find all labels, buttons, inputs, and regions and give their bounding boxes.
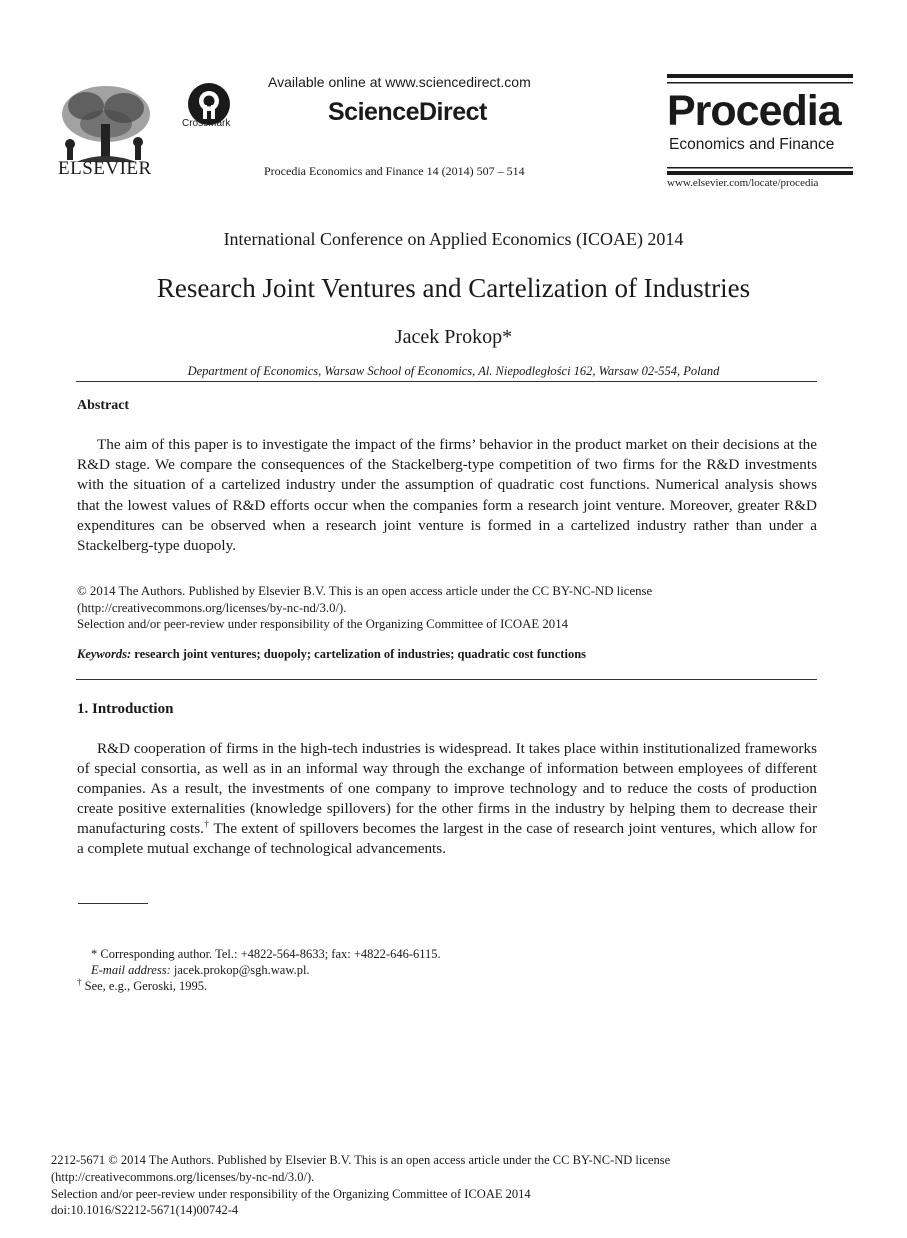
email-address[interactable]: jacek.prokop@sgh.waw.pl.: [170, 963, 310, 978]
paper-title: Research Joint Ventures and Cartelization of Industries: [156, 273, 751, 303]
keywords: [77, 647, 817, 662]
publication-info: [51, 1152, 851, 1219]
bottom-peer-review-note: Selection and/or peer-review under responsibility of the Organizing Committee of ICOAE 2014: [51, 1186, 531, 1201]
license-line: © 2014 The Authors. Published by Elsevier B.V. This is an open access article under the CC BY-NC-ND license: [77, 584, 653, 598]
keywords-list: research joint ventures; duopoly; cartelization of industries; quadratic cost functions: [134, 647, 587, 661]
author-affiliation: Department of Economics, Warsaw School of Economics, Al. Niepodległości 162, Warsaw 02-554, Poland: [187, 364, 720, 378]
divider-top: [76, 381, 817, 382]
peer-review-note: Selection and/or peer-review under responsibility of the Organizing Committee of ICOAE 2014: [77, 617, 568, 631]
conference-name: International Conference on Applied Economics (ICOAE) 2014: [223, 229, 684, 249]
abstract-text: The aim of this paper is to investigate the impact of the firms’ behavior in the product market on their decisions at the R&D stage. We compare the consequences of the Stackelberg-type competition of two firms for the R&D investments with the situation of a cartelized industry under the assumption of quadratic cost functions. Numerical analysis shows that the lowest values of R&D efforts occur when the companies form a research joint venture. Moreover, greater R&D expenditures can be observed when a research joint venture is formed in a cartelized industry rather than under a Stackelberg-type duopoly.: [77, 436, 817, 555]
sciencedirect-logo: ScienceDirect: [328, 98, 487, 126]
license-url-link[interactable]: (http://creativecommons.org/licenses/by-nc-nd/3.0/).: [77, 600, 347, 615]
keywords-label: Keywords:: [77, 647, 132, 661]
procedia-subtitle: Economics and Finance: [669, 136, 835, 153]
section-heading-introduction: 1. Introduction: [77, 701, 174, 717]
author-name: Jacek Prokop*: [394, 326, 513, 348]
introduction-text-part1: R&D cooperation of firms in the high-tech industries is widespread. It takes place within institutionalized frameworks of special consortia, as well as in an informal way through the exchange of information between employees of different companies. As a result, the investments of one company to improve technology and to reduce the costs of production create positive externalities (knowledge spillovers) for the other firms in the industry by helping them to decrease their manufacturing costs.: [77, 740, 817, 838]
divider-mid: [76, 679, 817, 680]
abstract-heading: Abstract: [77, 398, 130, 413]
footnote-marker[interactable]: †: [203, 819, 210, 830]
reference-footnote: [77, 978, 817, 994]
email-label: E-mail address:: [91, 963, 171, 978]
issn-license-line: 2212-5671 © 2014 The Authors. Published by Elsevier B.V. This is an open access article under the CC BY-NC-ND license: [51, 1153, 671, 1167]
doi[interactable]: doi:10.1016/S2212-5671(14)00742-4: [51, 1203, 239, 1218]
license-block: [77, 583, 817, 633]
bottom-license-url-link[interactable]: (http://creativecommons.org/licenses/by-nc-nd/3.0/).: [51, 1169, 315, 1184]
available-online-text[interactable]: Available online at www.sciencedirect.com: [268, 74, 531, 90]
reference-footnote-mark: †: [77, 977, 82, 988]
reference-footnote-text: See, e.g., Geroski, 1995.: [81, 979, 208, 994]
corresponding-author-note: * Corresponding author. Tel.: +4822-564-8633; fax: +4822-646-6115.: [91, 947, 441, 961]
footnotes: [77, 946, 817, 995]
procedia-logo: Procedia: [667, 87, 841, 135]
journal-url-link[interactable]: www.elsevier.com/locate/procedia: [667, 177, 819, 189]
email-note: [77, 962, 817, 978]
elsevier-wordmark: ELSEVIER: [58, 158, 152, 179]
introduction-text-part2: The extent of spillovers becomes the largest in the case of research joint ventures, which allow for a complete mutual exchange of technological advancements.: [77, 820, 818, 858]
footnote-divider: [78, 903, 148, 904]
crossmark-label: CrossMark: [182, 118, 231, 129]
introduction-text: [77, 739, 817, 860]
journal-reference: Procedia Economics and Finance 14 (2014) 507 – 514: [264, 164, 525, 178]
